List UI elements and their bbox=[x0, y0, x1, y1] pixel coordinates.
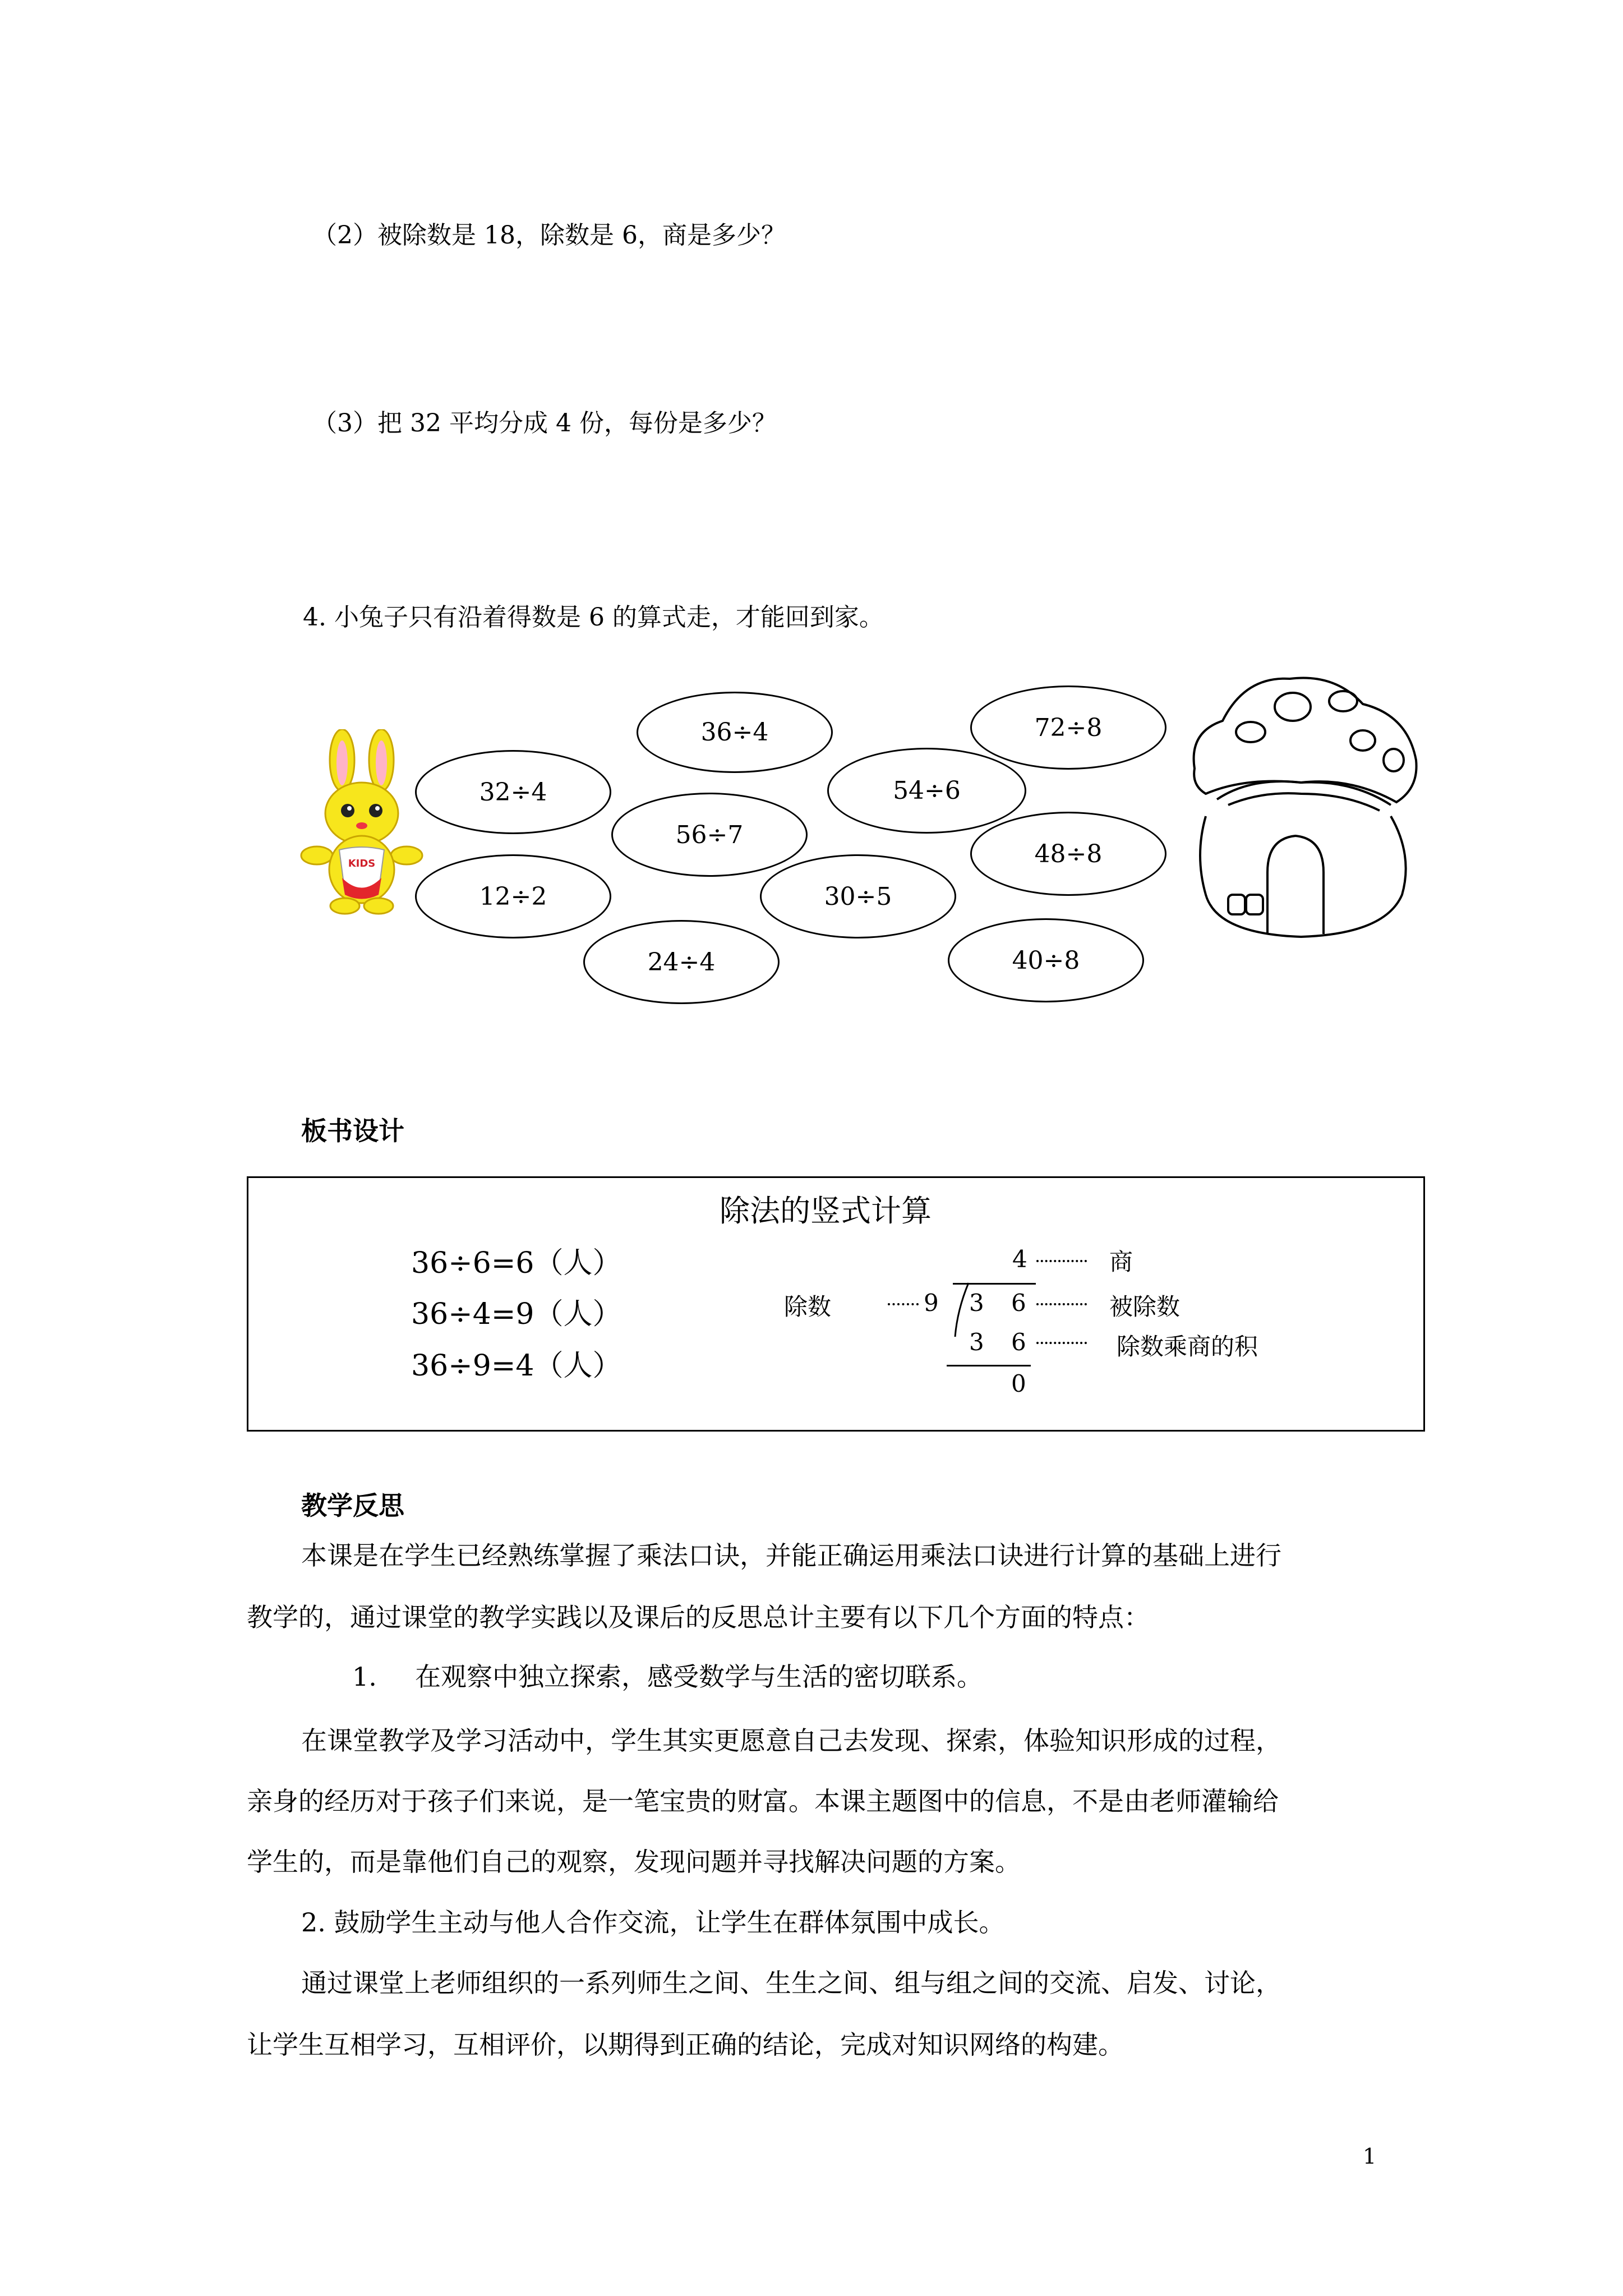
remainder-digit: 0 bbox=[1011, 1370, 1026, 1397]
divisor-leader bbox=[888, 1303, 919, 1305]
quotient-leader bbox=[1036, 1260, 1087, 1262]
equation-1: 36÷6=6（人） bbox=[411, 1246, 622, 1280]
reflection-paragraph-1-line-2: 教学的，通过课堂的教学实践以及课后的反思总计主要有以下几个方面的特点： bbox=[247, 1602, 1150, 1632]
rabbit-bib-text: KIDS bbox=[348, 858, 376, 869]
expression-ellipse: 32÷4 bbox=[415, 750, 611, 834]
expression-ellipse: 12÷2 bbox=[415, 854, 611, 938]
expression-ellipse: 54÷6 bbox=[827, 748, 1026, 834]
product-tens-digit: 3 bbox=[969, 1328, 984, 1356]
reflection-paragraph-2-line-2: 亲身的经历对于孩子们来说，是一笔宝贵的财富。本课主题图中的信息，不是由老师灌输给 bbox=[247, 1786, 1279, 1816]
expression-ellipse: 72÷8 bbox=[970, 685, 1166, 770]
mushroom-house-illustration bbox=[1183, 670, 1424, 945]
dividend-tens-digit: 3 bbox=[969, 1289, 984, 1317]
expression-ellipse: 30÷5 bbox=[760, 854, 956, 938]
product-leader bbox=[1036, 1342, 1087, 1344]
rabbit-illustration bbox=[300, 729, 429, 917]
equation-2: 36÷4=9（人） bbox=[411, 1297, 622, 1331]
reflection-item-1-text: 在观察中独立探索，感受数学与生活的密切联系。 bbox=[415, 1662, 983, 1692]
equation-3: 36÷9=4（人） bbox=[411, 1349, 622, 1383]
expression-ellipse: 24÷4 bbox=[583, 920, 780, 1004]
question-2: （2）被除数是 18，除数是 6，商是多少？ bbox=[312, 221, 786, 250]
quotient-label: 商 bbox=[1109, 1248, 1133, 1276]
expression-ellipse: 48÷8 bbox=[970, 812, 1166, 896]
expression-ellipse: 56÷7 bbox=[611, 793, 808, 877]
dividend-ones-digit: 6 bbox=[1011, 1289, 1026, 1317]
divisor-digit: 9 bbox=[924, 1289, 939, 1317]
product-label: 除数乘商的积 bbox=[1117, 1333, 1258, 1360]
reflection-item-1-number: 1. bbox=[352, 1662, 377, 1692]
reflection-paragraph-2-line-3: 学生的，而是靠他们自己的观察，发现问题并寻找解决问题的方案。 bbox=[247, 1847, 1021, 1877]
reflection-paragraph-3-line-2: 让学生互相学习，互相评价，以期得到正确的结论，完成对知识网络的构建。 bbox=[247, 2030, 1124, 2060]
division-bracket bbox=[954, 1282, 971, 1338]
product-ones-digit: 6 bbox=[1011, 1328, 1026, 1356]
reflection-paragraph-2-line-1: 在课堂教学及学习活动中，学生其实更愿意自己去发现、探索，体验知识形成的过程， bbox=[301, 1726, 1281, 1756]
expression-ellipse: 36÷4 bbox=[637, 692, 833, 773]
page-number: 1 bbox=[1363, 2144, 1377, 2169]
reflection-paragraph-1-line-1: 本课是在学生已经熟练掌握了乘法口诀，并能正确运用乘法口诀进行计算的基础上进行 bbox=[301, 1540, 1281, 1571]
reflection-item-2: 2. 鼓励学生主动与他人合作交流，让学生在群体氛围中成长。 bbox=[301, 1907, 1005, 1938]
quotient-digit: 4 bbox=[1012, 1245, 1027, 1273]
board-design-box bbox=[247, 1176, 1425, 1432]
reflection-heading: 教学反思 bbox=[301, 1490, 404, 1521]
question-4: 4. 小兔子只有沿着得数是 6 的算式走，才能回到家。 bbox=[303, 603, 884, 632]
board-title: 除法的竖式计算 bbox=[720, 1193, 932, 1228]
divisor-label: 除数 bbox=[784, 1293, 832, 1320]
question-3: （3）把 32 平均分成 4 份，每份是多少？ bbox=[312, 409, 777, 438]
reflection-paragraph-3-line-1: 通过课堂上老师组织的一系列师生之间、生生之间、组与组之间的交流、启发、讨论， bbox=[301, 1968, 1281, 1998]
dividend-leader bbox=[1036, 1303, 1087, 1305]
subtraction-line bbox=[947, 1365, 1031, 1366]
dividend-label: 被除数 bbox=[1109, 1293, 1181, 1320]
board-design-heading: 板书设计 bbox=[301, 1116, 404, 1146]
expression-ellipse: 40÷8 bbox=[948, 918, 1144, 1002]
